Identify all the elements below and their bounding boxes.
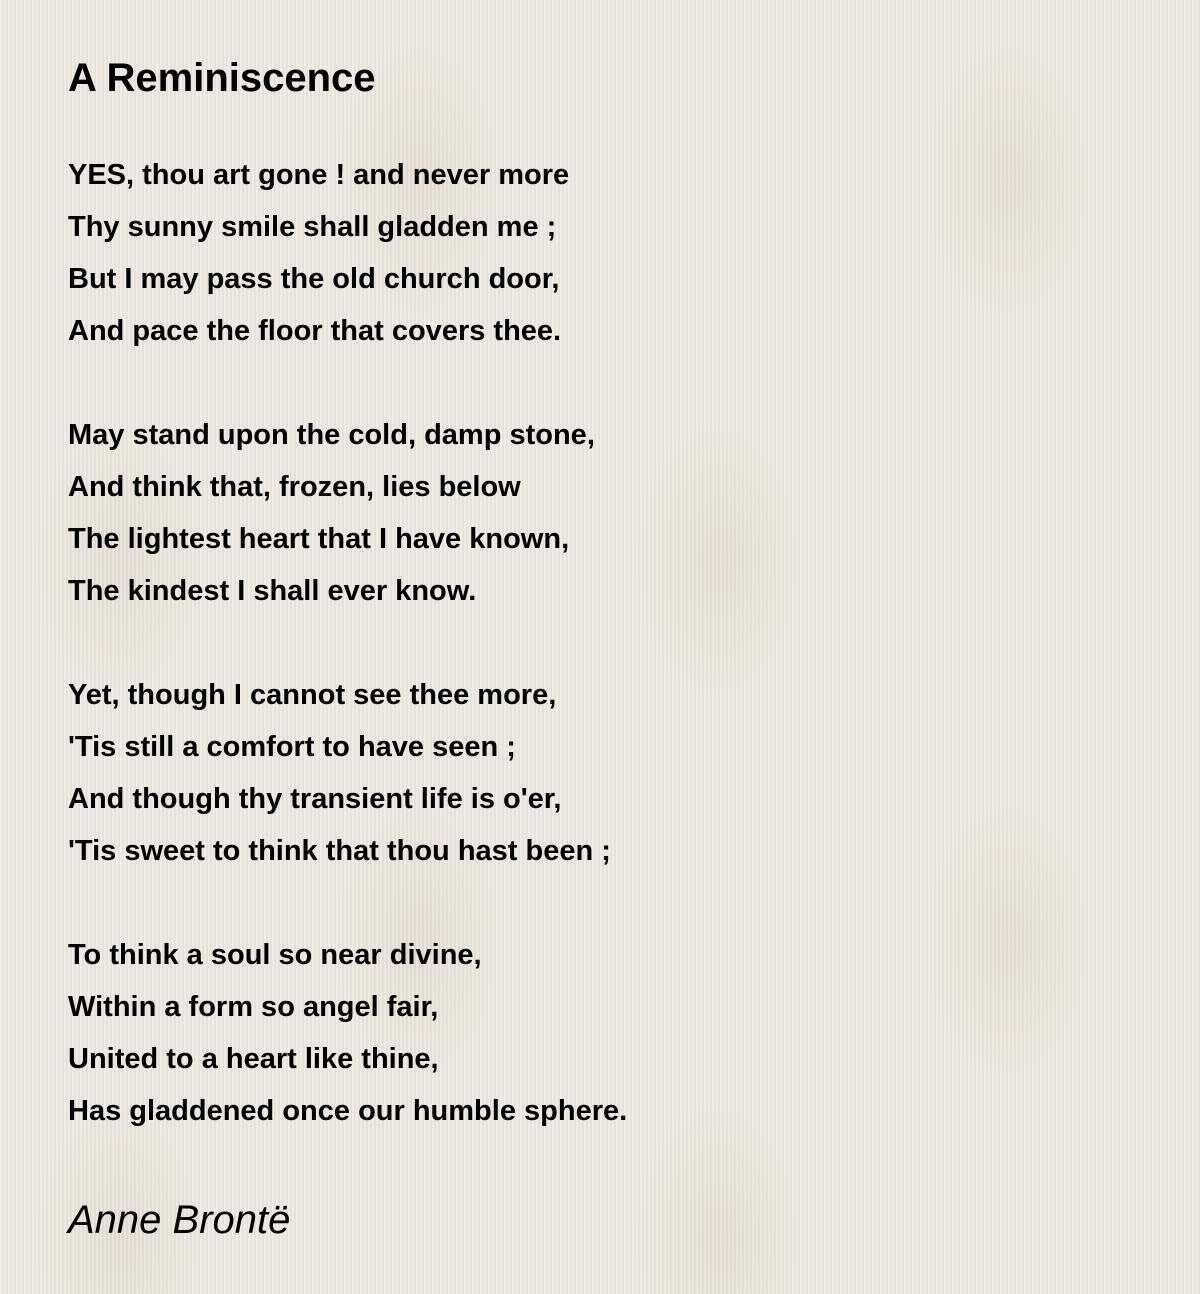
stanza-2 bbox=[68, 409, 595, 617]
stanza-4 bbox=[68, 929, 627, 1137]
poem-line: And think that, frozen, lies below bbox=[68, 471, 521, 503]
poem-author: Anne Brontë bbox=[68, 1198, 291, 1242]
poem-line: YES, thou art gone ! and never more bbox=[68, 159, 570, 191]
poem-line: 'Tis still a comfort to have seen ; bbox=[68, 731, 516, 763]
poem-line: And pace the floor that covers thee. bbox=[68, 315, 562, 347]
poem-line: May stand upon the cold, damp stone, bbox=[68, 419, 595, 451]
stanza-1 bbox=[68, 149, 569, 357]
poem-line: And though thy transient life is o'er, bbox=[68, 783, 562, 815]
poem-line: Has gladdened once our humble sphere. bbox=[68, 1095, 628, 1127]
poem-line: The lightest heart that I have known, bbox=[68, 523, 570, 555]
poem-page bbox=[68, 0, 1200, 1294]
poem-line: Within a form so angel fair, bbox=[68, 991, 439, 1023]
poem-line: But I may pass the old church door, bbox=[68, 263, 560, 295]
poem-line: Yet, though I cannot see thee more, bbox=[68, 679, 557, 711]
poem-line: To think a soul so near divine, bbox=[68, 939, 482, 971]
poem-line: Thy sunny smile shall gladden me ; bbox=[68, 211, 557, 243]
poem-line: United to a heart like thine, bbox=[68, 1043, 439, 1075]
poem-line: The kindest I shall ever know. bbox=[68, 575, 477, 607]
poem-line: 'Tis sweet to think that thou hast been ; bbox=[68, 835, 611, 867]
stanza-3 bbox=[68, 669, 611, 877]
poem-title: A Reminiscence bbox=[68, 56, 376, 100]
